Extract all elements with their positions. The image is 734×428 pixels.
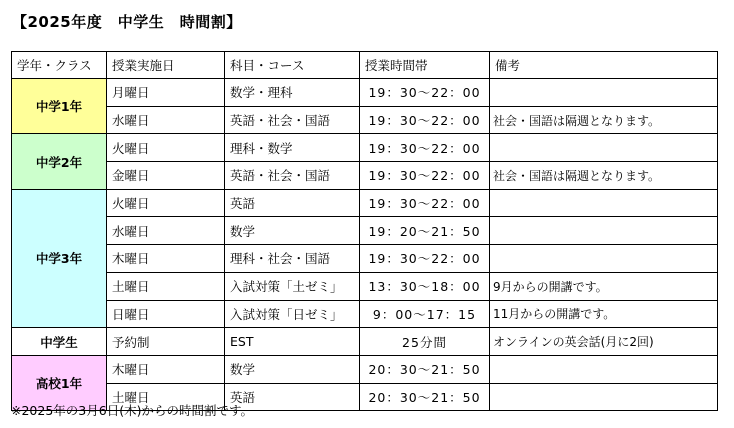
group-cell: 中学生 [12,328,107,356]
note-cell: 社会・国語は隔週となります。 [490,162,718,190]
note-cell [490,355,718,383]
note-cell: 11月からの開講です。 [490,300,718,328]
day-cell: 水曜日 [107,106,225,134]
subject-cell: 数学・理科 [225,79,360,107]
day-cell: 木曜日 [107,355,225,383]
note-cell [490,383,718,411]
time-cell: 19：20～21：50 [360,217,490,245]
table-row [12,355,718,383]
table-row [12,106,718,134]
header-note: 備考 [490,52,718,79]
day-cell: 土曜日 [107,383,225,411]
time-cell: 19：30～22：00 [360,106,490,134]
note-cell: 9月からの開講です。 [490,272,718,300]
subject-cell: 数学 [225,355,360,383]
table-row [12,328,718,356]
time-cell: 9：00～17：15 [360,300,490,328]
day-cell: 火曜日 [107,134,225,162]
table-row [12,245,718,273]
day-cell: 木曜日 [107,245,225,273]
subject-cell: 入試対策「日ゼミ」 [225,300,360,328]
time-cell: 19：30～22：00 [360,134,490,162]
header-subject: 科目・コース [225,52,360,79]
note-cell: 社会・国語は隔週となります。 [490,106,718,134]
day-cell: 予約制 [107,328,225,356]
subject-cell: 理科・数学 [225,134,360,162]
table-row [12,162,718,190]
table-row [12,189,718,217]
subject-cell: 英語 [225,383,360,411]
subject-cell: 英語 [225,189,360,217]
day-cell: 月曜日 [107,79,225,107]
day-cell: 日曜日 [107,300,225,328]
note-cell [490,134,718,162]
subject-cell: 英語・社会・国語 [225,106,360,134]
table-row [12,300,718,328]
note-cell: オンラインの英会話(月に2回) [490,328,718,356]
table-row [12,79,718,107]
day-cell: 土曜日 [107,272,225,300]
time-cell: 25分間 [360,328,490,356]
page-title: 【2025年度 中学生 時間割】 [12,13,242,31]
table-row [12,217,718,245]
header-row [12,52,718,79]
header-time: 授業時間帯 [360,52,490,79]
subject-cell: 英語・社会・国語 [225,162,360,190]
timetable [11,51,718,411]
header-grade: 学年・クラス [12,52,107,79]
header-day: 授業実施日 [107,52,225,79]
time-cell: 19：30～22：00 [360,245,490,273]
group-cell: 中学2年 [12,134,107,189]
note-cell [490,217,718,245]
table-row [12,134,718,162]
note-cell [490,189,718,217]
group-cell: 中学3年 [12,189,107,327]
subject-cell: 入試対策「土ゼミ」 [225,272,360,300]
day-cell: 火曜日 [107,189,225,217]
time-cell: 20：30～21：50 [360,383,490,411]
subject-cell: EST [225,328,360,356]
subject-cell: 理科・社会・国語 [225,245,360,273]
footnote: ※2025年の3月6日(木)からの時間割です。 [11,403,253,418]
time-cell: 19：30～22：00 [360,189,490,217]
time-cell: 20：30～21：50 [360,355,490,383]
note-cell [490,245,718,273]
time-cell: 13：30～18：00 [360,272,490,300]
group-cell: 中学1年 [12,79,107,134]
day-cell: 水曜日 [107,217,225,245]
time-cell: 19：30～22：00 [360,162,490,190]
subject-cell: 数学 [225,217,360,245]
table-row [12,272,718,300]
day-cell: 金曜日 [107,162,225,190]
time-cell: 19：30～22：00 [360,79,490,107]
note-cell [490,79,718,107]
group-cell: 高校1年 [12,355,107,410]
